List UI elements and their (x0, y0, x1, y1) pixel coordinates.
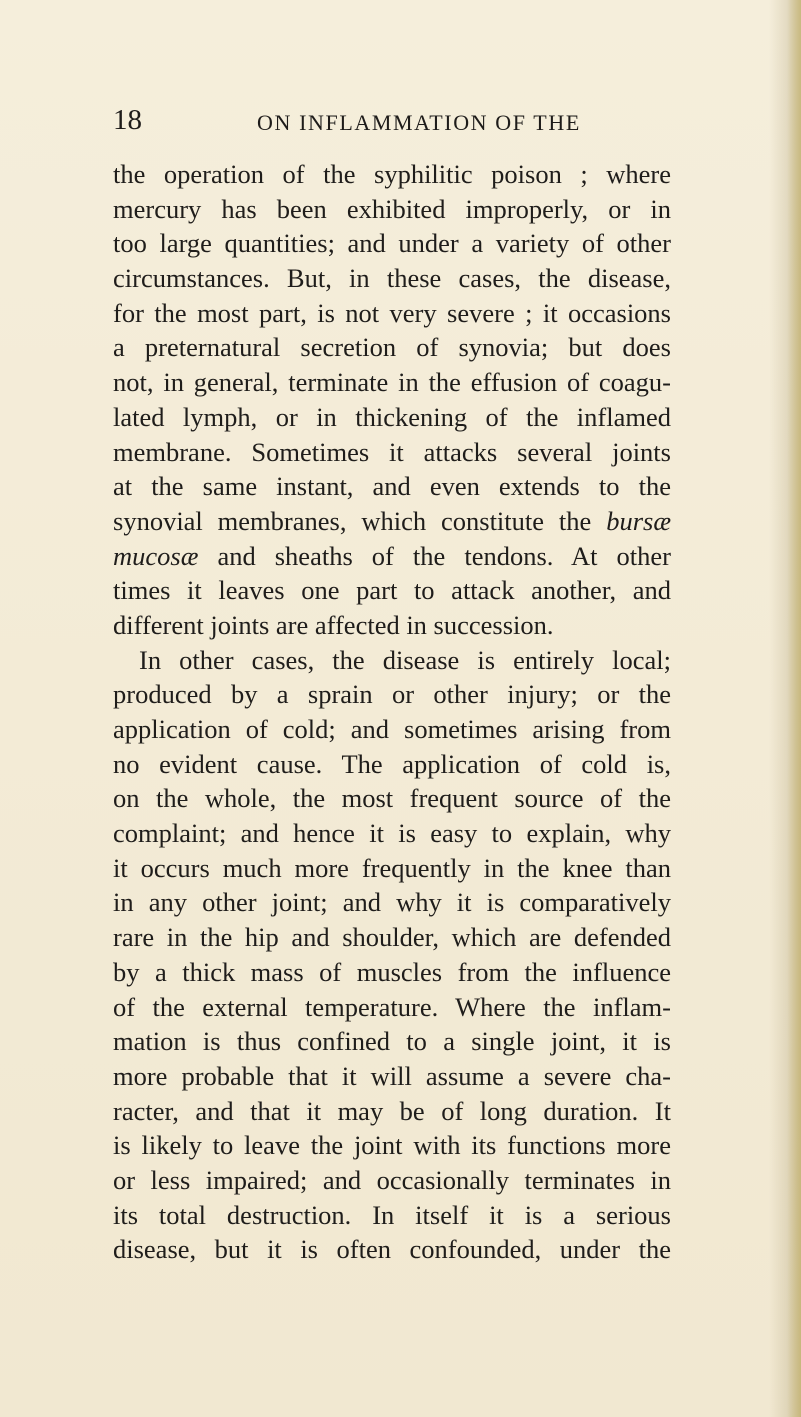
text-line: its total destruction. In itself it is a serious (113, 1199, 671, 1230)
text-line: mation is thus confined to a single joint, it is (113, 1026, 671, 1057)
text-line: it occurs much more frequently in the knee than (113, 852, 671, 883)
text-line: no evident cause. The application of cold is, (113, 748, 671, 779)
text-line: complaint; and hence it is easy to explain, why (113, 818, 671, 849)
text-line-with-italic (113, 504, 671, 539)
text-line: rare in the hip and shoulder, which are defended (113, 922, 671, 953)
text-line: more probable that it will assume a severe cha- (113, 1060, 671, 1091)
page-number: 18 (113, 104, 142, 136)
paragraph-start-line: In other cases, the disease is entirely local; (139, 644, 671, 675)
text-segment: synovial membranes, which constitute the (113, 505, 592, 536)
text-line: circumstances. But, in these cases, the disease, (113, 263, 671, 294)
running-head: ON INFLAMMATION OF THE (257, 110, 581, 135)
text-line: mercury has been exhibited improperly, or in (113, 193, 671, 224)
text-line: in any other joint; and why it is comparatively (113, 887, 671, 918)
text-line: on the whole, the most frequent source of the (113, 783, 671, 814)
text-line: produced by a sprain or other injury; or the (113, 679, 671, 710)
text-line: or less impaired; and occasionally terminates in (113, 1164, 671, 1195)
text-line: disease, but it is often confounded, under the (113, 1234, 671, 1265)
text-line: the operation of the syphilitic poison ; where (113, 159, 671, 189)
text-line: racter, and that it may be of long duration. It (113, 1095, 671, 1126)
text-line: is likely to leave the joint with its functions more (113, 1130, 671, 1161)
text-line: of the external temperature. Where the inflam- (113, 991, 671, 1022)
text-line: a preternatural secretion of synovia; but does (113, 332, 671, 363)
text-line: at the same instant, and even extends to the (113, 471, 671, 502)
text-line: membrane. Sometimes it attacks several joints (113, 436, 671, 467)
text-segment: and sheaths of the tendons. At other (217, 540, 671, 571)
text-line: lated lymph, or in thickening of the inflamed (113, 401, 671, 432)
text-line: application of cold; and sometimes arising from (113, 714, 671, 744)
text-line-with-italic (113, 539, 671, 574)
page-header (113, 100, 673, 144)
text-line: for the most part, is not very severe ; it occasions (113, 297, 671, 328)
page-edge-shading (787, 0, 801, 1417)
paragraph-end-line: different joints are affected in succession. (113, 609, 554, 640)
italic-term-bursae: bursæ (606, 505, 671, 536)
italic-term-mucosae: mucosæ (113, 540, 199, 571)
text-line: by a thick mass of muscles from the influence (113, 956, 671, 987)
text-line: times it leaves one part to attack another, and (113, 575, 671, 606)
text-line: too large quantities; and under a variety of other (113, 228, 671, 259)
text-line: not, in general, terminate in the effusion of coagu- (113, 367, 671, 398)
body-text (113, 157, 671, 1267)
